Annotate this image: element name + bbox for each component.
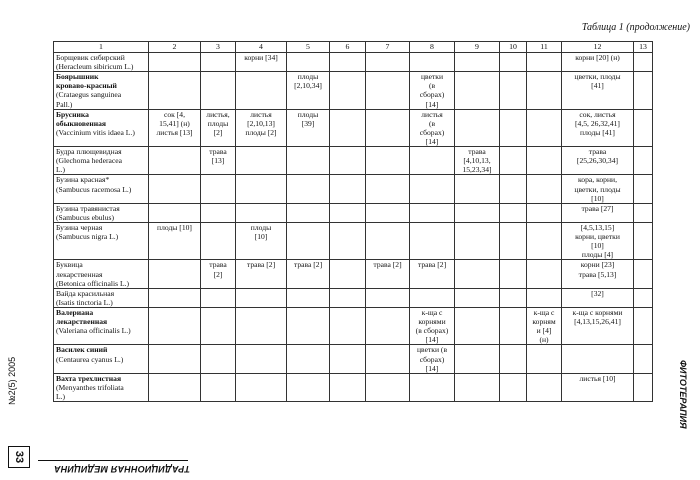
cell-line: (н) [539, 335, 549, 345]
table-cell [287, 147, 330, 175]
table-cell [236, 203, 287, 222]
plant-name-cell [54, 307, 149, 344]
plant-name-line: Бузина черная [56, 222, 103, 232]
table-cell [366, 175, 410, 203]
table-cell [410, 72, 455, 109]
cell-line: плоды [250, 222, 272, 232]
plant-name-line: кроваво-красный [56, 81, 117, 91]
plant-name-line: Вайда красильная [56, 288, 115, 298]
table-cell [455, 147, 500, 175]
table-cell [366, 109, 410, 146]
table-cell [201, 222, 236, 259]
table-cell [287, 222, 330, 259]
cell-line: плоды [41] [580, 127, 615, 137]
table-cell [236, 307, 287, 344]
table-cell [201, 260, 236, 288]
cell-line: листья [250, 109, 272, 119]
table-cell [527, 307, 562, 344]
table-cell [410, 260, 455, 288]
plant-name-line: обыкновенная [56, 118, 107, 128]
table-cell [236, 373, 287, 401]
page-number: 33 [13, 450, 25, 464]
table-cell [149, 373, 201, 401]
table-cell [149, 175, 201, 203]
cell-line: корням [532, 317, 556, 327]
herbs-table [53, 41, 653, 402]
plant-name-cell [54, 109, 149, 146]
cell-line: 15,23,34] [462, 165, 492, 175]
table-cell [236, 72, 287, 109]
plant-name-line: (Vaccinium vitis idaea L.) [56, 127, 135, 137]
table-cell [562, 307, 634, 344]
cell-line: [2] [213, 127, 223, 137]
plant-name-line: Брусника [56, 109, 89, 119]
cell-line: трава [2] [293, 260, 323, 270]
cell-line: [4,5,13,15] [580, 222, 615, 232]
table-cell [527, 222, 562, 259]
table-cell [634, 147, 653, 175]
table-cell [562, 373, 634, 401]
table-cell [634, 345, 653, 373]
table-cell [562, 345, 634, 373]
table-cell [527, 109, 562, 146]
table-cell [562, 222, 634, 259]
plant-name-line: (Betonica officinalis L.) [56, 278, 130, 288]
table-cell [527, 147, 562, 175]
cell-line: плоды [2] [245, 127, 277, 137]
column-header-11: 11 [527, 42, 562, 53]
table-cell [527, 288, 562, 307]
table-cell [149, 307, 201, 344]
column-header-2: 2 [149, 42, 201, 53]
table-cell [236, 109, 287, 146]
cell-line: сборах) [419, 90, 445, 100]
plant-name-line: Вахта трехлистная [56, 373, 122, 383]
table-cell [410, 373, 455, 401]
column-header-5: 5 [287, 42, 330, 53]
cell-line: цветки, плоды [574, 184, 621, 194]
table-cell [201, 53, 236, 72]
cell-line: корни [23] [580, 260, 615, 270]
table-cell [634, 222, 653, 259]
cell-line: [14] [425, 335, 439, 345]
table-cell [201, 175, 236, 203]
table-cell [634, 175, 653, 203]
table-cell [149, 53, 201, 72]
cell-line: трава [588, 147, 607, 157]
cell-line: трава [209, 260, 227, 270]
plant-name-line: (Crataegus sanguinea [56, 90, 122, 100]
cell-line: листья [421, 109, 443, 119]
table-cell [287, 288, 330, 307]
plant-name-line: (Menyanthes trifoliata [56, 382, 124, 392]
journal-title: ТРАДИЦИОННАЯ МЕДИЦИНА [53, 464, 190, 474]
cell-line: трава [2] [417, 260, 447, 270]
table-row [54, 345, 653, 373]
column-header-3: 3 [201, 42, 236, 53]
cell-line: корнями [418, 317, 446, 327]
cell-line: (в сборах) [415, 326, 449, 336]
cell-line: плоды [4] [581, 250, 614, 260]
table-cell [236, 175, 287, 203]
plant-name-line: L.) [56, 391, 66, 401]
cell-line: сок, листья [579, 109, 616, 119]
table-cell [527, 260, 562, 288]
table-cell [287, 373, 330, 401]
table-row [54, 53, 653, 72]
table-cell [366, 72, 410, 109]
table-cell [330, 288, 366, 307]
table-row [54, 147, 653, 175]
cell-line: [41] [591, 81, 604, 91]
cell-line: трава [468, 147, 486, 157]
section-title: ФИТОТЕРАПИЯ [678, 360, 688, 429]
table-cell [500, 203, 527, 222]
table-cell [562, 147, 634, 175]
cell-line: корни, цветки [575, 232, 620, 242]
plant-name-cell [54, 373, 149, 401]
table-row [54, 72, 653, 109]
cell-line: [14] [425, 363, 439, 373]
cell-line: цветки [420, 72, 444, 82]
table-caption: Таблица 1 (продолжение) [581, 22, 690, 33]
table-cell [562, 72, 634, 109]
table-cell [562, 109, 634, 146]
plant-name-line: Бузина красная* [56, 175, 110, 185]
cell-line: трава [2] [246, 260, 276, 270]
column-header-13: 13 [634, 42, 653, 53]
cell-line: к-ща с [421, 307, 443, 317]
table-cell [634, 109, 653, 146]
column-header-6: 6 [330, 42, 366, 53]
cell-line: 15,41] (н) [159, 118, 190, 128]
table-cell [330, 72, 366, 109]
table-cell [330, 203, 366, 222]
plant-name-line: Бузина травянистая [56, 203, 120, 213]
table-cell [149, 203, 201, 222]
plant-name-cell [54, 222, 149, 259]
cell-line: к-ща с [533, 307, 555, 317]
table-cell [527, 175, 562, 203]
cell-line: трава [5,13] [578, 269, 617, 279]
table-row [54, 222, 653, 259]
table-cell [634, 288, 653, 307]
cell-line: [13] [211, 156, 225, 166]
table-cell [455, 53, 500, 72]
plant-name-cell [54, 147, 149, 175]
table-cell [149, 345, 201, 373]
table-cell [455, 345, 500, 373]
table-cell [330, 222, 366, 259]
plant-name-cell [54, 72, 149, 109]
table-cell [330, 147, 366, 175]
table-cell [455, 72, 500, 109]
table-cell [634, 260, 653, 288]
cell-line: [4,10,13, [463, 156, 491, 166]
table-cell [455, 109, 500, 146]
table-cell [287, 345, 330, 373]
plant-name-line: лекарственная [56, 317, 108, 327]
plant-name-cell [54, 203, 149, 222]
table-row [54, 288, 653, 307]
table-cell [366, 345, 410, 373]
cell-line: корни [20] (н) [575, 53, 620, 62]
plant-name-cell [54, 53, 149, 72]
table-cell [634, 53, 653, 72]
plant-name-line: (Glechoma hederacea [56, 156, 122, 166]
table-cell [330, 345, 366, 373]
cell-line: к-ща с корнями [572, 307, 623, 317]
table-cell [410, 288, 455, 307]
table-cell [330, 373, 366, 401]
column-header-9: 9 [455, 42, 500, 53]
table-cell [287, 307, 330, 344]
table-cell [366, 373, 410, 401]
table-cell [366, 53, 410, 72]
table-cell [236, 222, 287, 259]
plant-name-cell [54, 288, 149, 307]
table-cell [287, 53, 330, 72]
cell-line: листья [10] [579, 373, 616, 383]
table-cell [500, 373, 527, 401]
cell-line: плоды [297, 72, 319, 82]
table-cell [562, 175, 634, 203]
table-cell [330, 175, 366, 203]
cell-line: [39] [301, 118, 315, 128]
table-cell [287, 203, 330, 222]
table-cell [201, 345, 236, 373]
table-cell [236, 260, 287, 288]
cell-line: корни [34] [244, 53, 278, 62]
table-cell [330, 260, 366, 288]
table-cell [149, 222, 201, 259]
table-cell [330, 53, 366, 72]
table-row [54, 109, 653, 146]
cell-line: [10] [591, 241, 604, 251]
cell-line: плоды [297, 109, 319, 119]
cell-line: трава [27] [581, 203, 614, 213]
cell-line: [14] [425, 99, 439, 109]
table-cell [410, 203, 455, 222]
column-header-10: 10 [500, 42, 527, 53]
table-row [54, 175, 653, 203]
column-header-4: 4 [236, 42, 287, 53]
table-cell [500, 175, 527, 203]
table-cell [236, 288, 287, 307]
cell-line: [2,10,34] [294, 81, 322, 91]
cell-line: [14] [425, 136, 439, 146]
table-cell [149, 260, 201, 288]
table-cell [562, 288, 634, 307]
table-cell [500, 53, 527, 72]
cell-line: сборах) [419, 127, 445, 137]
table-cell [500, 260, 527, 288]
table-cell [287, 72, 330, 109]
table-cell [366, 288, 410, 307]
table-cell [366, 307, 410, 344]
table-cell [366, 147, 410, 175]
cell-line: плоды [207, 118, 229, 128]
footer-rule [38, 460, 188, 461]
table-cell [149, 288, 201, 307]
plant-name-line: (Sambucus racemosa L.) [56, 184, 132, 194]
table-cell [201, 72, 236, 109]
column-header-8: 8 [410, 42, 455, 53]
table-cell [455, 288, 500, 307]
table-cell [366, 260, 410, 288]
table-cell [236, 53, 287, 72]
table-cell [500, 72, 527, 109]
table-body [54, 53, 653, 402]
cell-line: [2,10,13] [247, 118, 275, 128]
plant-name-cell [54, 345, 149, 373]
plant-name-line: (Heracleum sibiricum L.) [56, 62, 134, 72]
page-number-box [8, 446, 30, 468]
table-cell [527, 72, 562, 109]
table-cell [500, 147, 527, 175]
table-cell [500, 109, 527, 146]
table-cell [500, 345, 527, 373]
plant-name-cell [54, 175, 149, 203]
cell-line: листья, [206, 109, 230, 119]
table-cell [455, 307, 500, 344]
cell-line: [32] [591, 288, 604, 298]
plant-name-line: (Sambucus nigra L.) [56, 232, 119, 242]
plant-name-line: лекарственная [56, 269, 103, 279]
cell-line: [10] [254, 232, 268, 242]
table-cell [562, 203, 634, 222]
table-cell [634, 203, 653, 222]
table-cell [410, 307, 455, 344]
cell-line: цветки (в [416, 345, 448, 355]
plant-name-line: Буквица [56, 260, 83, 270]
cell-line: [25,26,30,34] [576, 156, 619, 166]
table-cell [330, 307, 366, 344]
table-cell [366, 222, 410, 259]
cell-line: кора, корни, [578, 175, 617, 185]
table-cell [634, 307, 653, 344]
table-cell [410, 147, 455, 175]
plant-name-line: Боярышник [56, 72, 99, 82]
table-cell [500, 222, 527, 259]
table-cell [527, 373, 562, 401]
table-cell [149, 72, 201, 109]
table-cell [201, 203, 236, 222]
table-row [54, 307, 653, 344]
cell-line: плоды [10] [157, 222, 192, 232]
table-cell [410, 109, 455, 146]
plant-name-line: (Isatis tinctoria L.) [56, 297, 113, 307]
issue-number: №2(5) 2005 [7, 356, 17, 405]
table-cell [562, 260, 634, 288]
cell-line: листья [13] [156, 127, 193, 137]
table-header-row [54, 42, 653, 53]
table-cell [455, 203, 500, 222]
table-cell [201, 373, 236, 401]
cell-line: трава [209, 147, 227, 157]
table-cell [201, 288, 236, 307]
column-header-7: 7 [366, 42, 410, 53]
table-cell [201, 307, 236, 344]
cell-line: сок [4, [164, 109, 185, 119]
plant-name-line: (Centaurea cyanus L.) [56, 354, 124, 364]
table-cell [410, 175, 455, 203]
table-cell [201, 147, 236, 175]
table-cell [287, 109, 330, 146]
cell-line: [4,13,15,26,41] [574, 317, 621, 327]
table-cell [527, 203, 562, 222]
plant-name-line: (Sambucus ebulus) [56, 212, 114, 222]
table-cell [455, 373, 500, 401]
table-cell [634, 72, 653, 109]
cell-line: трава [2] [373, 260, 402, 270]
table-cell [455, 260, 500, 288]
table-row [54, 203, 653, 222]
table-cell [455, 175, 500, 203]
table-cell [410, 53, 455, 72]
column-header-12: 12 [562, 42, 634, 53]
cell-line: сборах) [419, 354, 445, 364]
cell-line: (в [428, 81, 436, 91]
cell-line: (в [428, 118, 436, 128]
table-cell [527, 53, 562, 72]
column-header-1: 1 [54, 42, 149, 53]
table-cell [366, 203, 410, 222]
table-cell [236, 147, 287, 175]
table-cell [330, 109, 366, 146]
table-cell [500, 288, 527, 307]
table-cell [634, 373, 653, 401]
plant-name-line: Будра плющевидная [56, 147, 122, 157]
cell-line: [4,5, 26,32,41] [575, 118, 620, 128]
plant-name-line: Борщевик сибирский [56, 53, 125, 62]
table-cell [201, 109, 236, 146]
table-cell [410, 222, 455, 259]
table-cell [562, 53, 634, 72]
cell-line: [2] [213, 269, 223, 279]
table-cell [500, 307, 527, 344]
plant-name-line: (Valeriana officinalis L.) [56, 326, 131, 336]
table-cell [287, 260, 330, 288]
table-cell [287, 175, 330, 203]
table-cell [149, 147, 201, 175]
cell-line: и [4] [536, 326, 552, 336]
table-cell [455, 222, 500, 259]
plant-name-line: Валериана [56, 307, 94, 317]
table-cell [236, 345, 287, 373]
table-row [54, 373, 653, 401]
plant-name-line: Василек синий [56, 345, 108, 355]
plant-name-line: Pall.) [56, 99, 73, 109]
cell-line: цветки, плоды [574, 72, 621, 82]
plant-name-line: L.) [56, 165, 66, 175]
table-cell [410, 345, 455, 373]
table-cell [527, 345, 562, 373]
cell-line: [10] [591, 193, 604, 203]
table-row [54, 260, 653, 288]
plant-name-cell [54, 260, 149, 288]
table-cell [149, 109, 201, 146]
